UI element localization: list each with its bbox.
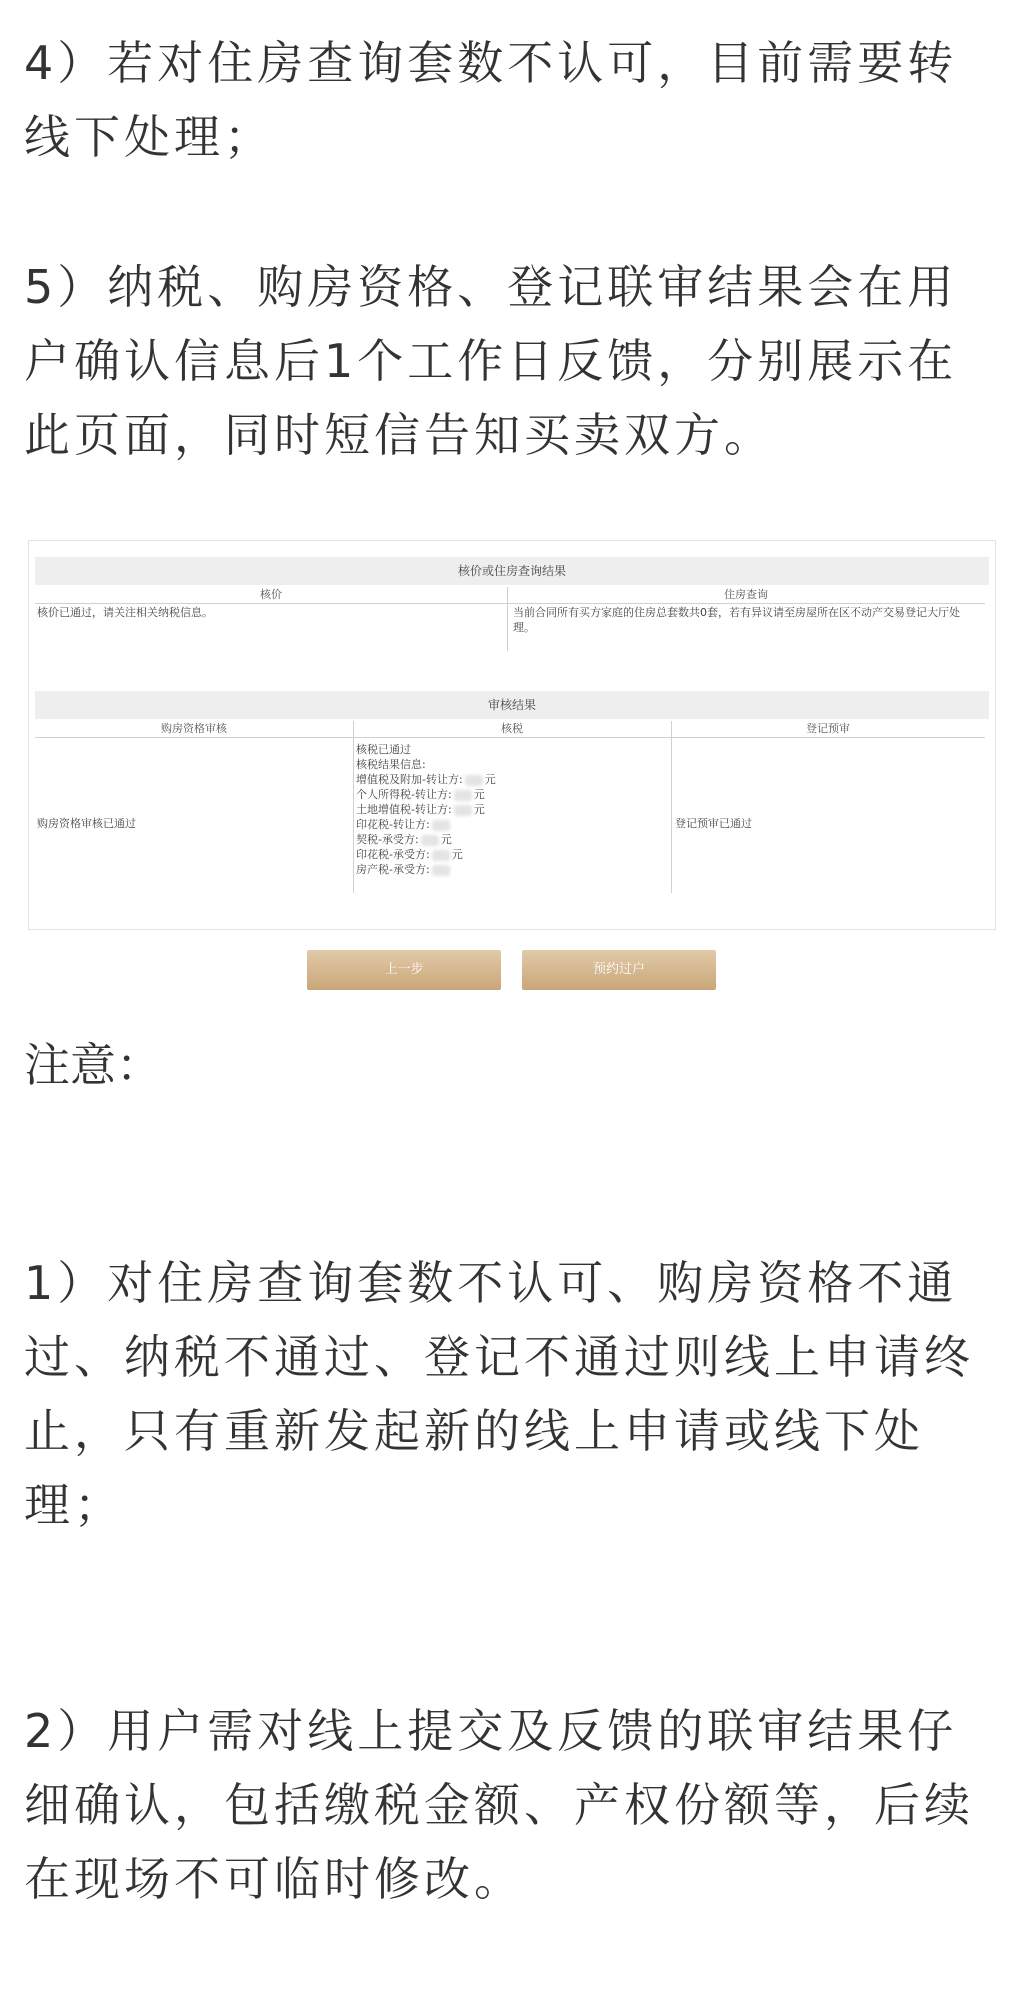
tax-line: 土地增值税-转让方: 元 [356, 803, 485, 816]
notice-item-1: 1）对住房查询套数不认可、购房资格不通过、纳税不通过、登记不通过则线上申请终止，只有重新发起新的线上申请或线下处理； [24, 1256, 974, 1532]
column-header-tax: 核税 [353, 721, 671, 738]
tax-line: 房产税-承受方: [356, 862, 656, 877]
redacted-amount [432, 850, 450, 861]
tax-line: 契税-承受方: 元 [356, 833, 452, 846]
book-transfer-button[interactable]: 预约过户 [522, 950, 716, 990]
step-4-paragraph: 4）若对住房查询套数不认可，目前需要转线下处理； [24, 36, 958, 164]
redacted-amount [432, 820, 450, 831]
tax-line: 核税结果信息: [356, 758, 426, 771]
redacted-amount [421, 835, 439, 846]
housing-result-text: 当前合同所有买方家庭的住房总套数共0套，若有异议请至房屋所在区不动产交易登记大厅处理。 [513, 606, 960, 634]
column-header-price: 核价 [35, 587, 507, 604]
redacted-amount [454, 790, 472, 801]
divider [507, 587, 508, 651]
tax-line: 印花税-转让方: [356, 817, 656, 832]
redacted-amount [432, 865, 450, 876]
step-5-paragraph: 5）纳税、购房资格、登记联审结果会在用户确认信息后1个工作日反馈，分别展示在此页面，同时短信告知买卖双方。 [24, 260, 958, 462]
registration-result-text: 登记预审已通过 [675, 817, 752, 830]
divider [353, 721, 354, 893]
notice-item-2: 2）用户需对线上提交及反馈的联审结果仔细确认，包括缴税金额、产权份额等，后续在现场不可临时修改。 [24, 1704, 974, 1906]
redacted-amount [454, 805, 472, 816]
previous-step-button[interactable]: 上一步 [307, 950, 501, 990]
column-header-qualification: 购房资格审核 [35, 721, 353, 738]
result-screenshot-panel [28, 540, 996, 930]
column-header-housing: 住房查询 [507, 587, 985, 604]
column-header-registration: 登记预审 [671, 721, 985, 738]
tax-line: 印花税-承受方: 元 [356, 848, 463, 861]
redacted-amount [465, 775, 483, 786]
tax-line: 个人所得税-转让方: 元 [356, 788, 485, 801]
tax-line: 核税已通过 [356, 743, 411, 756]
section-title-price-housing: 核价或住房查询结果 [35, 557, 989, 585]
divider [671, 721, 672, 893]
notice-title: 注意： [24, 1038, 162, 1092]
tax-line: 增值税及附加-转让方: 元 [356, 773, 496, 786]
qualification-result-text: 购房资格审核已通过 [37, 817, 136, 830]
section-title-audit: 审核结果 [35, 691, 989, 719]
tax-result-list [356, 742, 656, 877]
price-result-text: 核价已通过，请关注相关纳税信息。 [37, 606, 213, 619]
